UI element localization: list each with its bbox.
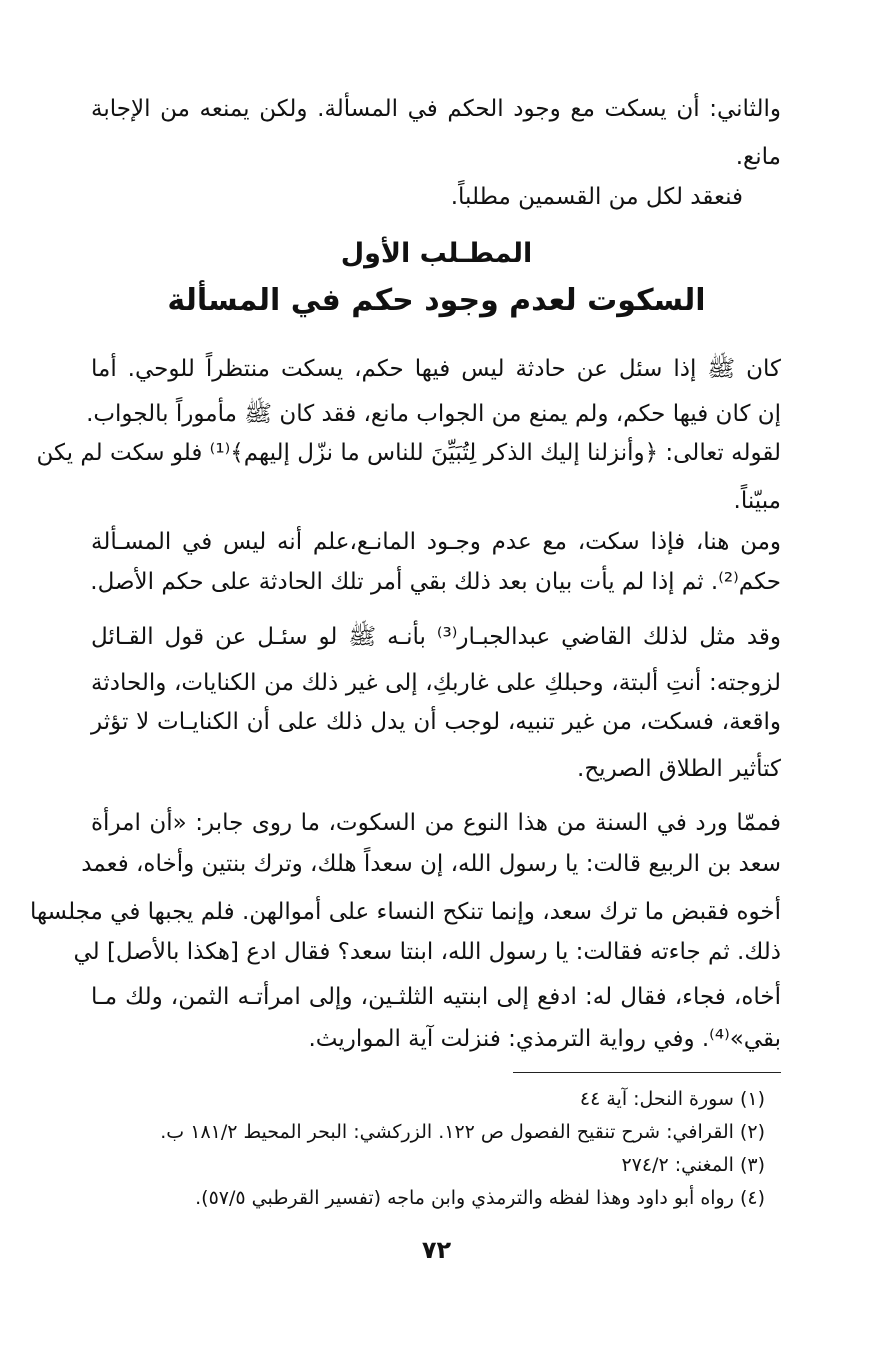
intro-line: فنعقد لكل من القسمين مطلباً. [450, 184, 743, 210]
paragraph-line: واقعة، فسكت، من غير تنبيه، لوجب أن يدل ذلك على أن الكنايـات لا تؤثر [91, 709, 781, 735]
paragraph-line: وقد مثل لذلك القاضي عبدالجبـار⁽³⁾ بأنـه ﷺ لو سئـل عن قول القـائل [91, 624, 782, 650]
paragraph-line: حكم⁽²⁾. ثم إذا لم يأت بيان بعد ذلك بقي أمر تلك الحادثة على حكم الأصل. [90, 569, 781, 595]
footnote: (٢) القرافي: شرح تنقيح الفصول ص ١٢٢. الزركشي: البحر المحيط ١٨١/٢ ب. [160, 1121, 765, 1143]
page-number: ٧٢ [421, 1236, 452, 1264]
intro-line: مانع. [735, 144, 781, 170]
footnote: (٣) المغني: ٢٧٤/٢ [621, 1154, 765, 1176]
footnote: (١) سورة النحل: آية ٤٤ [579, 1088, 765, 1110]
paragraph-line: كتأثير الطلاق الصريح. [577, 756, 781, 782]
paragraph-line: سعد بن الربيع قالت: يا رسول الله، إن سعداً هلك، وترك بنتين وأخاه، فعمد [81, 851, 781, 877]
paragraph-line: كان ﷺ إذا سئل عن حادثة ليس فيها حكم، يسكت منتظراً للوحي. أما [91, 356, 781, 382]
paragraph-line: أخاه، فجاء، فقال له: ادفع إلى ابنتيه الثلثـين، وإلى امرأتـه الثمن، ولك مـا [91, 984, 781, 1010]
paragraph-line: أخوه فقبض ما ترك سعد، وإنما تنكح النساء على أموالهن. فلم يجبها في مجلسها [29, 899, 781, 925]
paragraph-line: مبيّناً. [733, 488, 781, 514]
paragraph-line: ذلك. ثم جاءته فقالت: يا رسول الله، ابنتا سعد؟ فقال ادع [هكذا بالأصل] لي [73, 939, 781, 965]
section-heading: المطـلب الأول [340, 238, 533, 269]
paragraph-line: فممّا ورد في السنة من هذا النوع من السكوت، ما روى جابر: «أن امرأة [91, 810, 781, 836]
paragraph-line: إن كان فيها حكم، ولم يمنع من الجواب مانع، فقد كان ﷺ مأموراً بالجواب. [86, 401, 781, 427]
footnote-separator [513, 1072, 781, 1073]
section-subheading: السكوت لعدم وجود حكم في المسألة [167, 283, 706, 318]
paragraph-line: لزوجته: أنتِ ألبتة، وحبلكِ على غاربكِ، إلى غير ذلك من الكنايات، والحادثة [91, 670, 781, 696]
intro-line: والثاني: أن يسكت مع وجود الحكم في المسألة. ولكن يمنعه من الإجابة [91, 96, 781, 122]
paragraph-line: لقوله تعالى: ﴿وأنزلنا إليك الذكر لِتُبَيِّنَ للناس ما نزّل إليهم﴾⁽¹⁾ فلو سكت لم يكن [36, 440, 781, 466]
paragraph-line: بقي»⁽⁴⁾. وفي رواية الترمذي: فنزلت آية المواريث. [308, 1026, 781, 1052]
footnote: (٤) رواه أبو داود وهذا لفظه والترمذي وابن ماجه (تفسير القرطبي ٥٧/٥). [195, 1187, 765, 1209]
paragraph-line: ومن هنا، فإذا سكت، مع عدم وجـود المانـع،علم أنه ليس في المسـألة [91, 529, 781, 555]
